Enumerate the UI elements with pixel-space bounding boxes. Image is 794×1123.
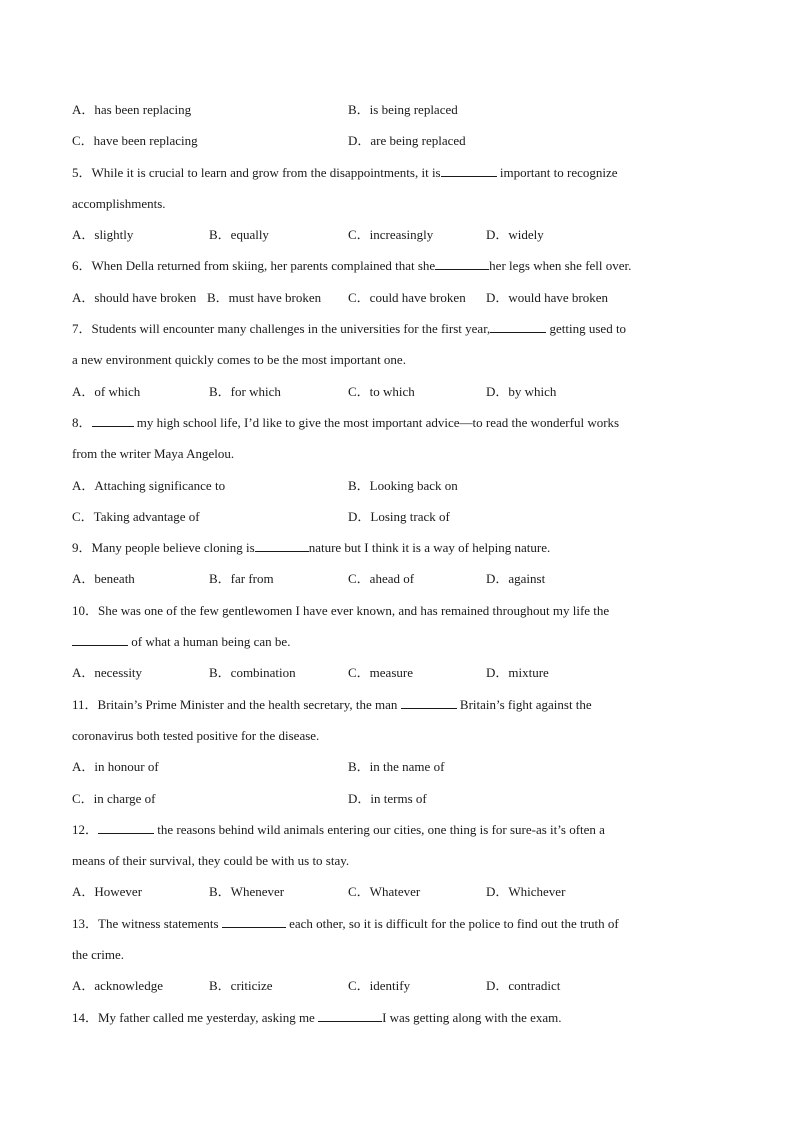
q12-stem-line-2: means of their survival, they could be with us to stay. bbox=[72, 853, 350, 869]
q9-option-a[interactable]: A．beneath bbox=[72, 571, 135, 587]
q12-option-b[interactable]: B．Whenever bbox=[209, 884, 285, 900]
q11-option-a[interactable]: A．in honour of bbox=[72, 759, 159, 775]
q13-option-c[interactable]: C．identify bbox=[348, 978, 411, 994]
q13-stem-line-2: the crime. bbox=[72, 947, 124, 963]
q10-option-d[interactable]: D．mixture bbox=[486, 665, 549, 681]
q4-option-d[interactable]: D．are being replaced bbox=[348, 133, 466, 149]
q7-option-c[interactable]: C．to which bbox=[348, 383, 415, 399]
answer-blank bbox=[255, 539, 309, 552]
q4-options-row-1 bbox=[72, 94, 712, 125]
q13-options bbox=[72, 970, 712, 1001]
q14-stem: 14．My father called me yesterday, asking me I was getting along with the exam. bbox=[72, 1009, 562, 1025]
answer-blank bbox=[435, 257, 489, 270]
q7-stem-line-2: a new environment quickly comes to be the most important one. bbox=[72, 352, 406, 368]
q6-option-b[interactable]: B．must have broken bbox=[207, 289, 322, 305]
q9-option-d[interactable]: D．against bbox=[486, 571, 546, 587]
q5-stem-line-1: 5．While it is crucial to learn and grow from the disappointments, it is important to recognize bbox=[72, 164, 618, 180]
q9-option-c[interactable]: C．ahead of bbox=[348, 571, 415, 587]
q13-option-b[interactable]: B．criticize bbox=[209, 978, 273, 994]
q9-stem: 9．Many people believe cloning is nature but I think it is a way of helping nature. bbox=[72, 540, 551, 556]
q10-option-a[interactable]: A．necessity bbox=[72, 665, 143, 681]
q8-options-row-2 bbox=[72, 501, 712, 532]
q8-option-c[interactable]: C．Taking advantage of bbox=[72, 508, 200, 524]
q5-options bbox=[72, 219, 712, 250]
q6-stem: 6．When Della returned from skiing, her parents complained that she her legs when she fell over. bbox=[72, 258, 632, 274]
q8-option-a[interactable]: A．Attaching significance to bbox=[72, 477, 226, 493]
q7-stem-line-1: 7．Students will encounter many challenges in the universities for the first year, getting used to bbox=[72, 321, 627, 337]
q4-option-b[interactable]: B．is being replaced bbox=[348, 102, 458, 117]
exam-page bbox=[72, 94, 712, 1033]
q7-option-d[interactable]: D．by which bbox=[486, 383, 557, 399]
q7-option-a[interactable]: A．of which bbox=[72, 383, 141, 399]
q10-option-b[interactable]: B．combination bbox=[209, 665, 296, 681]
q13-option-a[interactable]: A．acknowledge bbox=[72, 978, 163, 994]
q4-option-c[interactable]: C．have been replacing bbox=[72, 133, 198, 149]
q4-options-row-2 bbox=[72, 125, 712, 156]
q12-option-a[interactable]: A．However bbox=[72, 884, 143, 900]
q8-option-d[interactable]: D．Losing track of bbox=[348, 508, 450, 524]
q5-option-b[interactable]: B．equally bbox=[209, 227, 269, 243]
q6-option-a[interactable]: A．should have broken bbox=[72, 289, 197, 305]
q6-option-c[interactable]: C．could have broken bbox=[348, 289, 466, 305]
q8-stem-line-2: from the writer Maya Angelou. bbox=[72, 446, 235, 462]
answer-blank bbox=[72, 633, 128, 646]
q11-options-row-2 bbox=[72, 783, 712, 814]
q9-option-b[interactable]: B．far from bbox=[209, 571, 274, 587]
q10-option-c[interactable]: C．measure bbox=[348, 665, 413, 681]
q8-options-row-1 bbox=[72, 470, 712, 501]
q13-option-d[interactable]: D．contradict bbox=[486, 978, 561, 994]
q8-stem-line-1: 8． my high school life, I’d like to give the most important advice—to read the wonderful works bbox=[72, 414, 620, 430]
q11-option-d[interactable]: D．in terms of bbox=[348, 790, 427, 806]
q11-options-row-1 bbox=[72, 751, 712, 782]
q12-options bbox=[72, 876, 712, 907]
q10-options bbox=[72, 657, 712, 688]
answer-blank bbox=[92, 414, 134, 427]
q12-stem-line-1: 12． the reasons behind wild animals entering our cities, one thing is for sure-as it’s often a bbox=[72, 821, 605, 837]
q11-stem-line-1: 11．Britain’s Prime Minister and the health secretary, the man Britain’s fight against the bbox=[72, 696, 592, 712]
q10-stem-line-1: 10．She was one of the few gentlewomen I have ever known, and has remained throughout my life the bbox=[72, 602, 610, 618]
q9-options bbox=[72, 563, 712, 594]
answer-blank bbox=[441, 164, 497, 177]
answer-blank bbox=[318, 1009, 382, 1022]
answer-blank bbox=[490, 320, 546, 333]
q10-stem-line-2: of what a human being can be. bbox=[72, 626, 712, 657]
q7-option-b[interactable]: B．for which bbox=[209, 383, 281, 399]
q7-options bbox=[72, 376, 712, 407]
q13-stem-line-1: 13．The witness statements each other, so it is difficult for the police to find out the truth of bbox=[72, 915, 619, 931]
q12-option-d[interactable]: D．Whichever bbox=[486, 884, 566, 900]
q11-stem-line-2: coronavirus both tested positive for the disease. bbox=[72, 727, 320, 743]
answer-blank bbox=[401, 696, 457, 709]
q5-stem-line-2: accomplishments. bbox=[72, 195, 166, 211]
q5-option-a[interactable]: A．slightly bbox=[72, 227, 134, 243]
q5-option-c[interactable]: C．increasingly bbox=[348, 227, 434, 243]
answer-blank bbox=[98, 821, 154, 834]
answer-blank bbox=[222, 915, 286, 928]
q8-option-b[interactable]: B．Looking back on bbox=[348, 477, 458, 493]
q12-option-c[interactable]: C．Whatever bbox=[348, 884, 421, 900]
q6-option-d[interactable]: D．would have broken bbox=[486, 289, 609, 305]
q5-option-d[interactable]: D．widely bbox=[486, 227, 544, 243]
q4-option-a[interactable]: A．has been replacing bbox=[72, 102, 192, 117]
q11-option-b[interactable]: B．in the name of bbox=[348, 759, 445, 775]
q6-options bbox=[72, 282, 712, 313]
q11-option-c[interactable]: C．in charge of bbox=[72, 790, 156, 806]
